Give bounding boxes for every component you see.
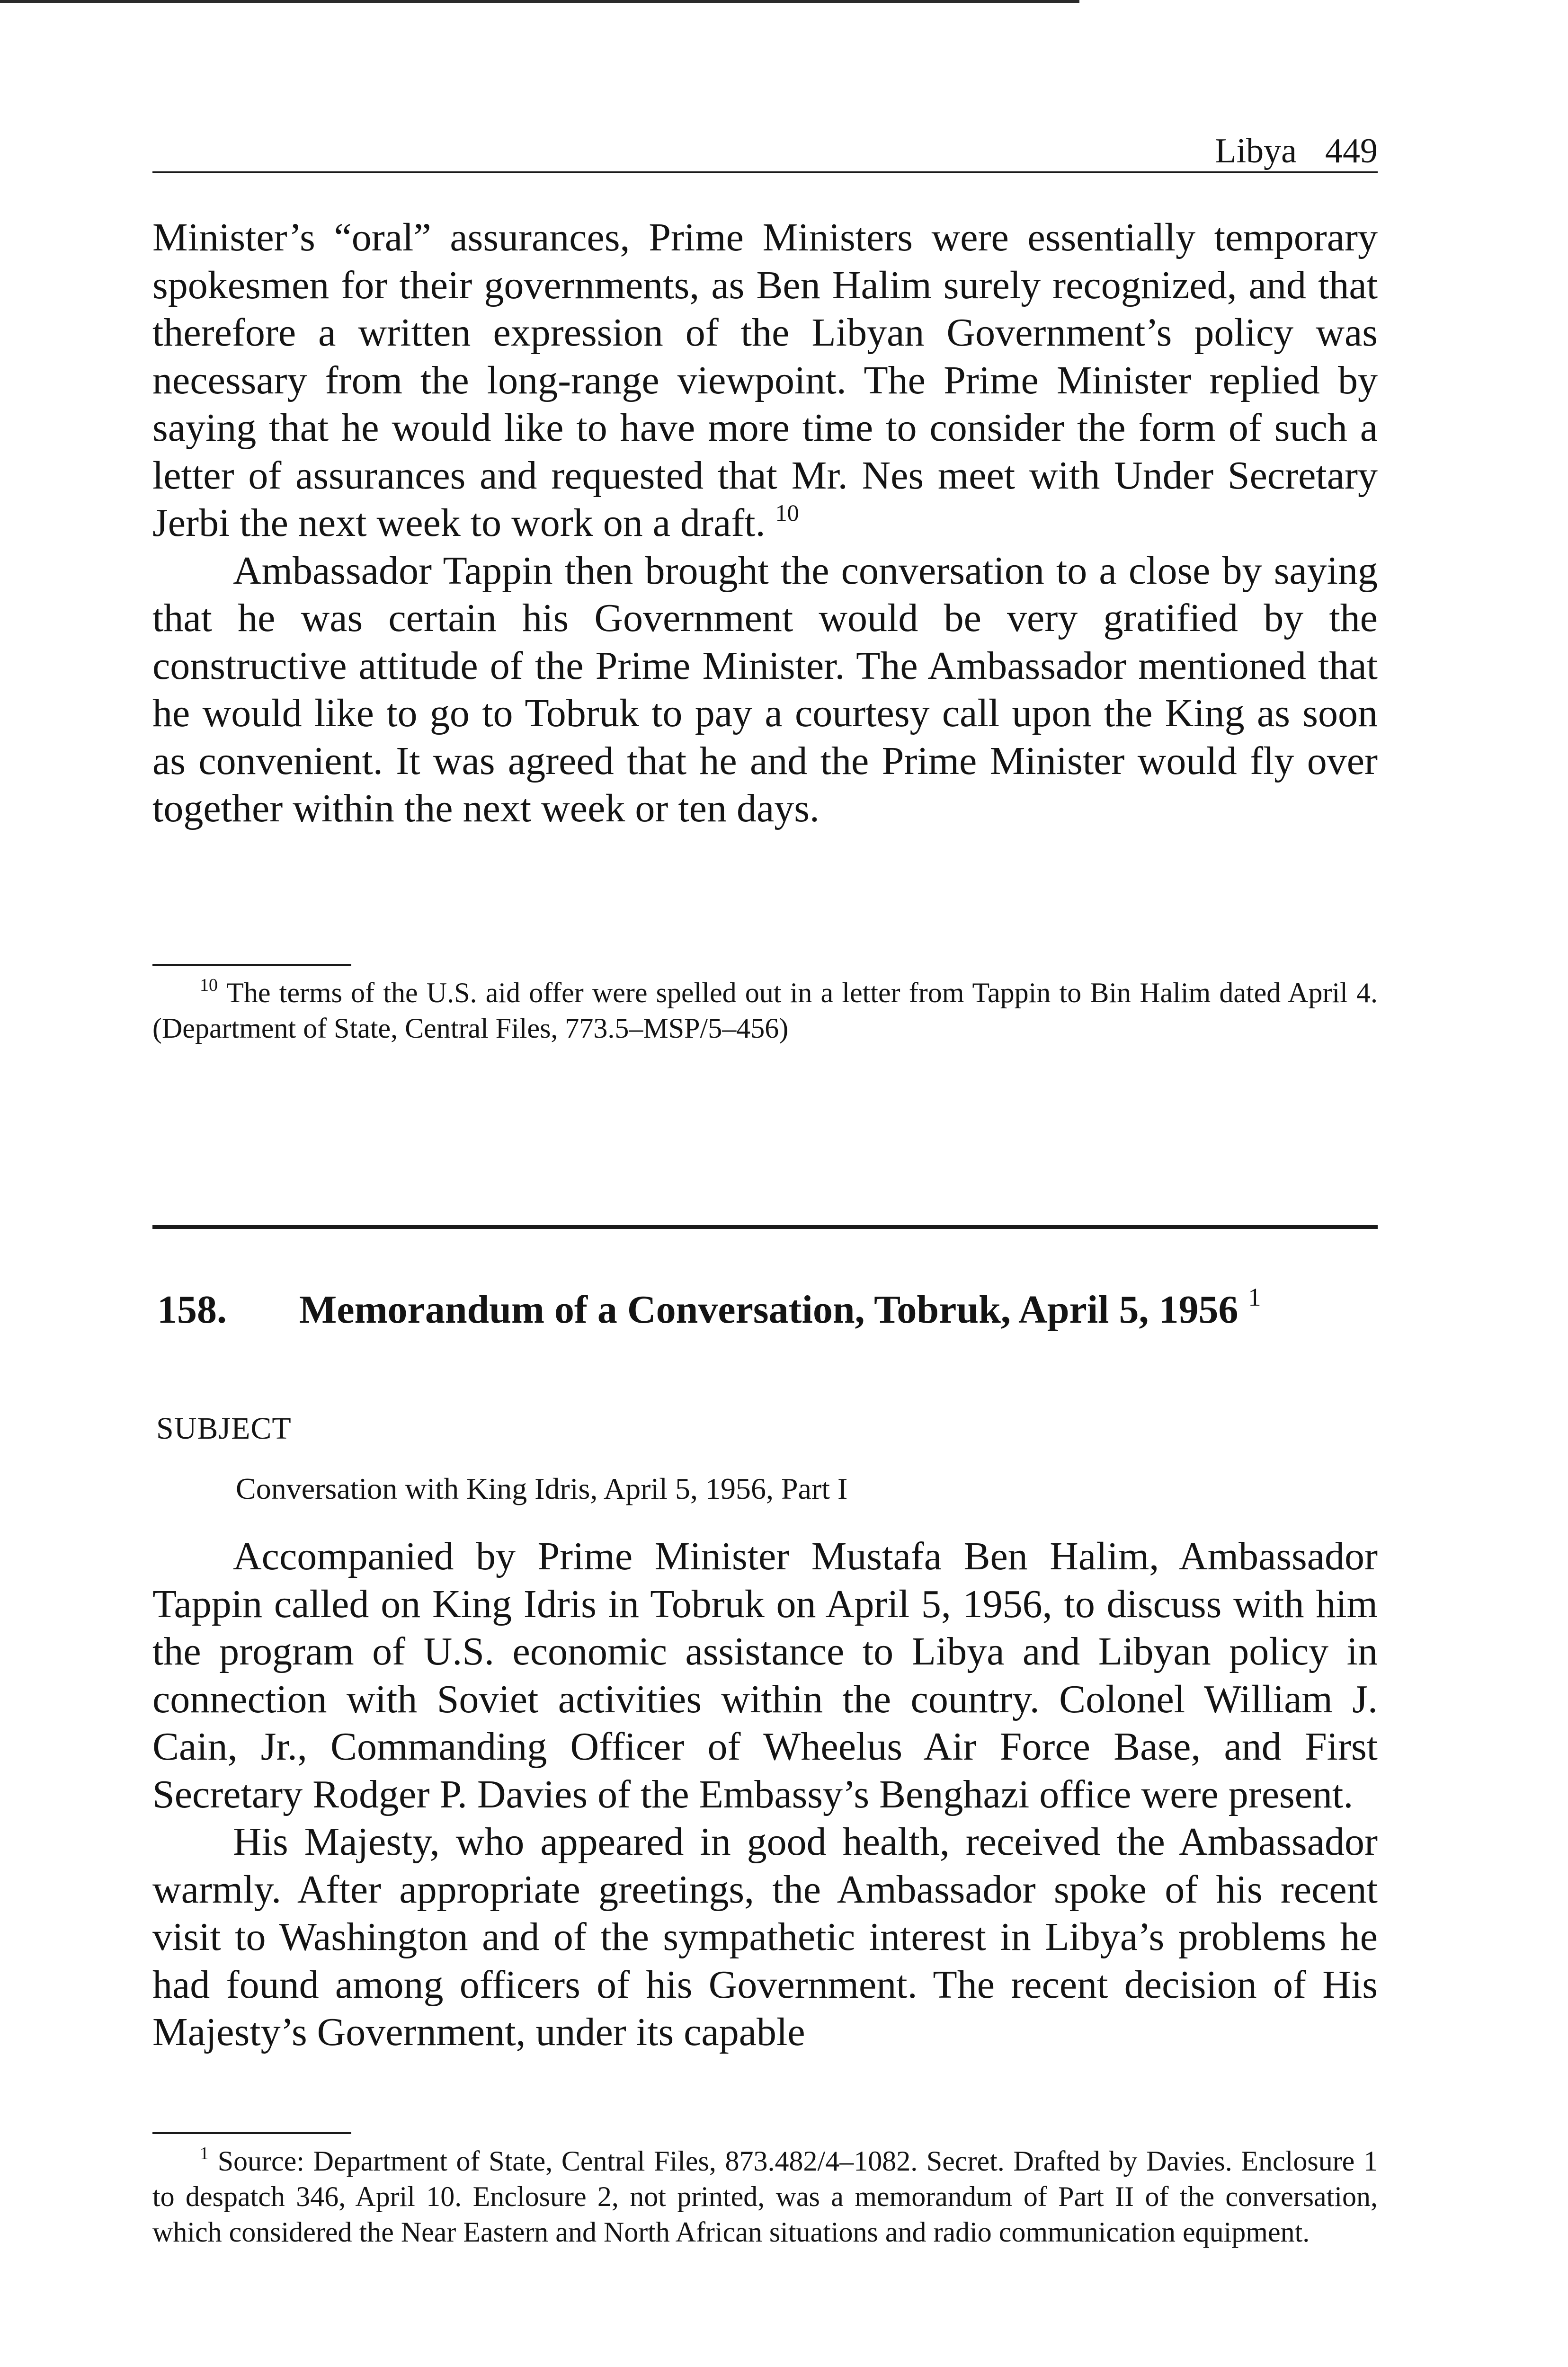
- footnote-ref[interactable]: 1: [1248, 1283, 1261, 1311]
- footnote-rule: [152, 2132, 351, 2134]
- footnote-ref[interactable]: 10: [775, 499, 799, 526]
- document-title: Memorandum of a Conversation, Tobruk, April 5, 1956: [299, 1288, 1238, 1332]
- page-header: [152, 124, 1378, 173]
- paragraph: Accompanied by Prime Minister Mustafa Ben Halim, Ambassador Tappin called on King Idris in Tobruk on April 5, 1956, to discuss with him the program of U.S. economic assistance to Libya and Libyan policy in connection with Soviet activities within the country. Colonel William J. Cain, Jr., Commanding Officer of Wheelus Air Force Base, and First Secretary Rodger P. Davies of the Embassy’s Benghazi office were present.: [152, 1534, 1378, 1816]
- paragraph: Minister’s “oral” assurances, Prime Ministers were essentially temporary spokesmen for their governments, as Ben Halim surely recognized, and that therefore a written expression of the Libyan Government’s policy was necessary from the long-range viewpoint. The Prime Minister replied by saying that he would like to have more time to consider the form of such a letter of assurances and requested that Mr. Nes meet with Under Secretary Jerbi the next week to work on a draft. $^{10}$: [152, 215, 1378, 545]
- subject-label: SUBJECT: [156, 1411, 292, 1446]
- section-divider: [152, 1225, 1378, 1229]
- footnote-marker: 10: [200, 975, 218, 995]
- document-number: 158.: [157, 1288, 227, 1332]
- document-heading: [157, 1283, 1261, 1333]
- document-body: [152, 1533, 1378, 2056]
- continued-text: [152, 214, 1378, 833]
- paragraph: His Majesty, who appeared in good health, received the Ambassador warmly. After appropriate greetings, the Ambassador spoke of his recent visit to Washington and of the sympathetic interest in Libya’s problems he had found among officers of his Government. The recent decision of His Majesty’s Government, under its capable: [152, 1820, 1378, 2054]
- footnote-10: [152, 975, 1378, 1046]
- paragraph: Ambassador Tappin then brought the conversation to a close by saying that he was certain his Government would be very gratified by the constructive attitude of the Prime Minister. The Ambassador mentioned that he would like to go to Tobruk to pay a courtesy call upon the King as soon as convenient. It was agreed that he and the Prime Minister would fly over together within the next week or ten days.: [152, 548, 1378, 830]
- footnote-text: The terms of the U.S. aid offer were spelled out in a letter from Tappin to Bin Halim dated April 4. (Department of State, Central Files, 773.5–MSP/5–456): [152, 977, 1378, 1044]
- scan-edge-line: [0, 0, 1079, 3]
- footnote-rule: [152, 964, 351, 966]
- page-number: 449: [1325, 132, 1378, 170]
- footnote-1: [152, 2144, 1378, 2250]
- footnote-marker: 1: [200, 2144, 209, 2163]
- running-head-title: Libya: [1215, 132, 1297, 170]
- running-head: [1215, 133, 1378, 169]
- subject-text: Conversation with King Idris, April 5, 1956, Part I: [236, 1472, 848, 1505]
- footnote-text: Source: Department of State, Central Files, 873.482/4–1082. Secret. Drafted by Davies. Enclosure 1 to despatch 346, April 10. Enclosure 2, not printed, was a memorandum of Part II of the conversation, which considered the Near Eastern and North African situations and radio communication equipment.: [152, 2145, 1378, 2248]
